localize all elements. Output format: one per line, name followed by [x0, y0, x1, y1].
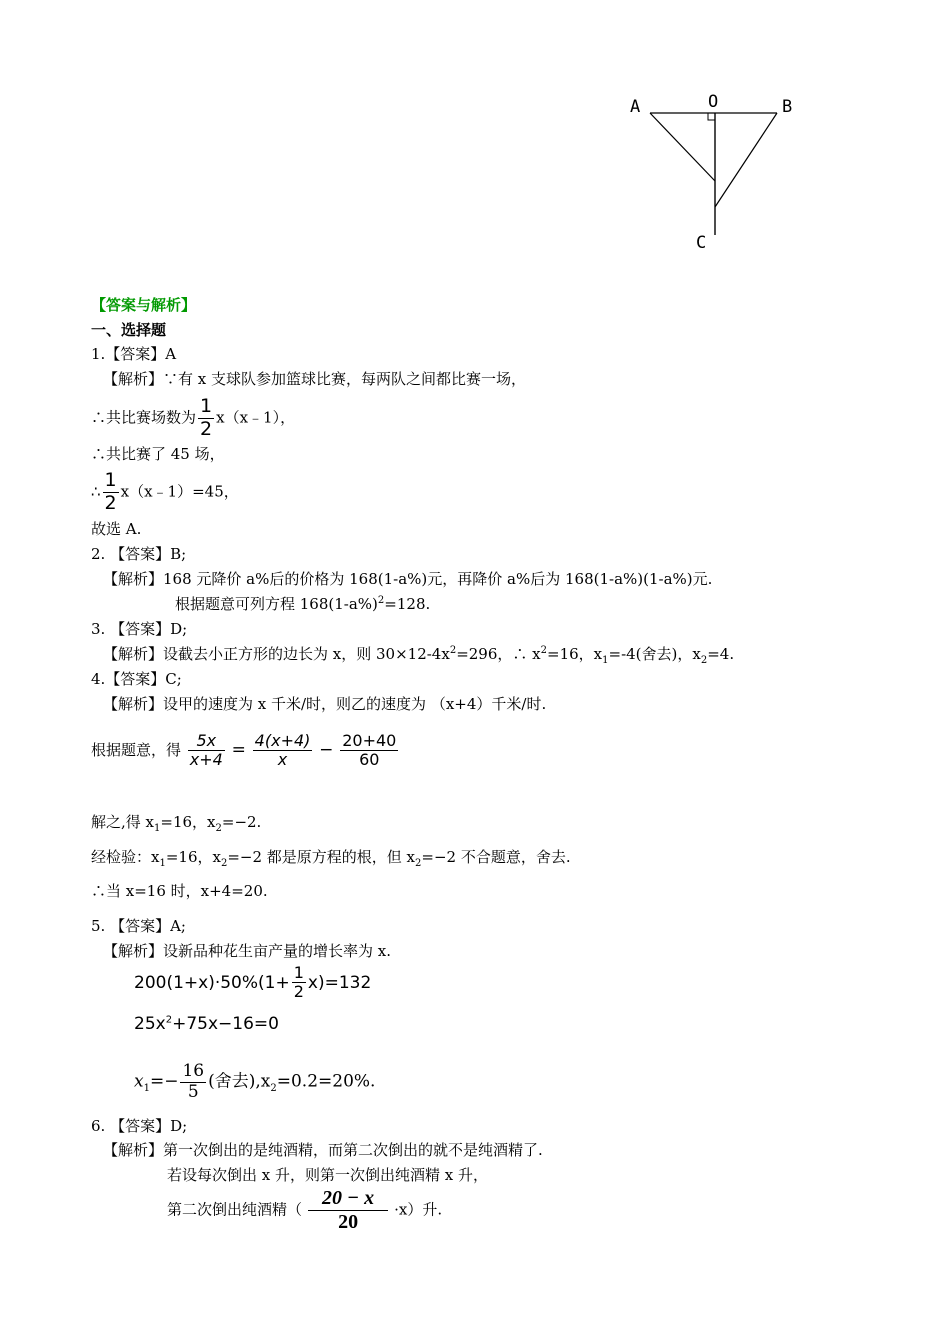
q4-check: 经检验：$x_1=16$，$x_2=-2$ 都是原方程的根，但 $x_2=-2$ 不合题意，舍去. [91, 848, 571, 869]
fraction-4x-plus-4-over-x: $\frac{4(x+4)}{x}$ [254, 731, 311, 770]
q2-explain-line2: 根据题意可列方程 $168(1-a\%)^2=128$. [175, 595, 431, 613]
q5-explain-line1: 【解析】设新品种花生亩产量的增长率为 x. [103, 942, 391, 960]
q1-explain-line2: ∴共比赛场数为 $\frac{1}{2}$ x（x﹣1）， [91, 395, 296, 440]
fraction-one-half: $\frac{1}{2}$ [104, 469, 117, 514]
q6-explain-line2: 若设每次倒出 x 升，则第一次倒出纯酒精 x 升， [167, 1166, 488, 1184]
q1-explain-line3: ∴共比赛了 45 场， [91, 445, 225, 463]
label-c: C [696, 233, 707, 253]
label-a: A [630, 97, 641, 117]
segment-b-to-oc [715, 113, 777, 207]
q5-equation3: $x_1=-$ $\frac{16}{5}$ (舍去)$,x_2=0.2=20\%$. [134, 1061, 376, 1102]
geometry-diagram [620, 85, 810, 260]
q3-answer: 3. 【答案】D; [91, 620, 188, 638]
q2-explain-line1: 【解析】168 元降价 a%后的价格为 168(1-a%)元，再降价 a%后为 168(1-a%)(1-a%)元. [103, 570, 713, 588]
fraction-one-half: $\frac{1}{2}$ [200, 395, 213, 440]
part-title: 一、选择题 [91, 321, 167, 339]
q6-explain-line3: 第二次倒出纯酒精（ $\frac{20 - x}{20}$ ·x）升. [167, 1187, 443, 1233]
segment-a-to-oc [650, 113, 715, 181]
right-angle-mark [708, 113, 715, 120]
label-b: B [782, 97, 793, 117]
q6-explain-line1: 【解析】第一次倒出的是纯酒精，而第二次倒出的就不是纯酒精了. [103, 1141, 543, 1159]
fraction-5x-over-x-plus-4: $\frac{5x}{x+4}$ [189, 731, 223, 770]
q4-explain-line1: 【解析】设甲的速度为 x 千米/时，则乙的速度为 （x+4）千米/时. [103, 695, 547, 713]
q4-solution: 解之,得 $x_1=16$，$x_2=-2$. [91, 813, 262, 834]
q4-equation: 根据题意，得 $\frac{5x}{x+4}$ = $\frac{4(x+4)}{x}$ − $\frac{20+40}{60}$ [91, 731, 397, 770]
fraction-one-half: $\frac{1}{2}$ [293, 963, 304, 1002]
fraction-20-minus-x-over-20: $\frac{20 - x}{20}$ [308, 1187, 388, 1234]
label-o: O [708, 92, 719, 112]
q1-answer: 1.【答案】A [91, 345, 177, 363]
q3-explain-line1: 【解析】设截去小正方形的边长为 x，则 $30\times 12-4x^2=296$，∴ $x^2=16$，$x_1=-4$(舍去)，$x_2=4$. [103, 645, 735, 666]
q5-equation1: 200(1+x)·50%(1+ $\frac{1}{2}$ x)=132 [134, 963, 372, 1002]
q5-answer: 5. 【答案】A; [91, 917, 186, 935]
q4-conclusion: ∴当 x=16 时，x+4=20. [91, 882, 268, 900]
q4-answer: 4.【答案】C; [91, 670, 182, 688]
section-title: 【答案与解析】 [91, 296, 197, 314]
q5-equation2: $25x^2+75x-16=0$ [134, 1014, 279, 1034]
q1-conclusion: 故选 A. [91, 520, 142, 538]
q1-explain-line4: ∴ $\frac{1}{2}$ x（x﹣1）=45， [91, 469, 239, 514]
q2-answer: 2. 【答案】B; [91, 545, 187, 563]
q6-answer: 6. 【答案】D; [91, 1117, 188, 1135]
fraction-16-over-5: $\frac{16}{5}$ [182, 1061, 205, 1102]
q1-explain-line1: 【解析】∵有 x 支球队参加篮球比赛，每两队之间都比赛一场， [103, 370, 526, 388]
fraction-60-over-60: $\frac{20+40}{60}$ [342, 731, 397, 770]
